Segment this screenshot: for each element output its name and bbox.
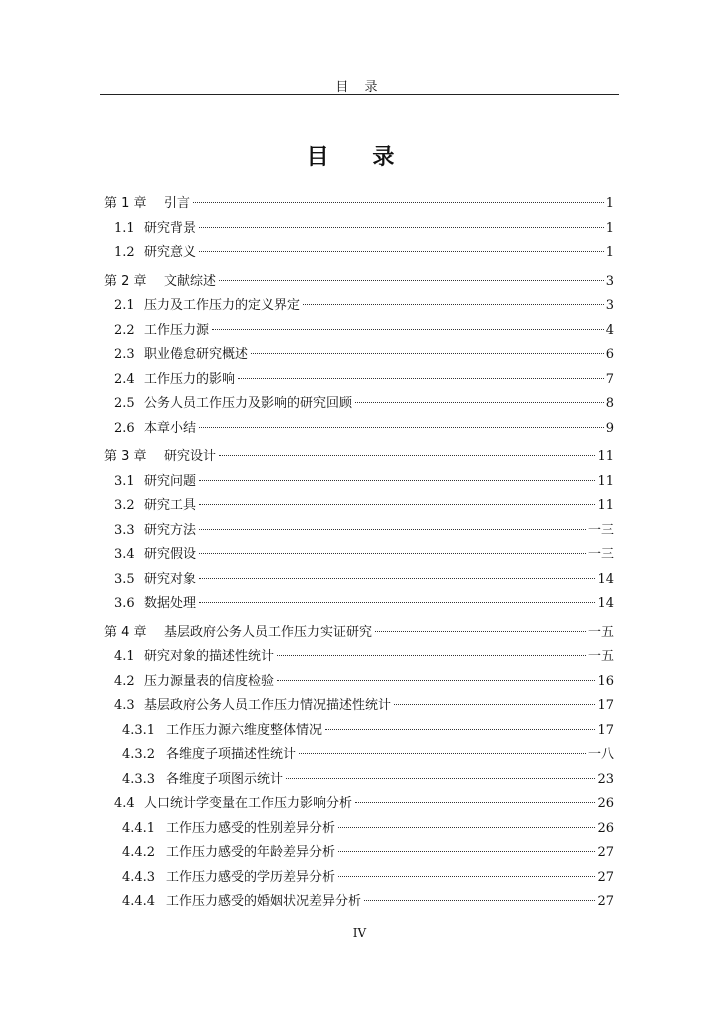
toc-dot-leader bbox=[299, 753, 586, 754]
toc-subsection-entry[interactable] bbox=[100, 890, 614, 914]
toc-entry-page: 3 bbox=[605, 273, 614, 289]
toc-entry-page: 14 bbox=[597, 571, 614, 587]
toc-chapter-entry[interactable] bbox=[100, 270, 614, 294]
toc-dot-leader bbox=[286, 778, 595, 779]
toc-dot-leader bbox=[375, 631, 586, 632]
toc-entry-title: 研究问题 bbox=[144, 473, 197, 489]
toc-section-entry[interactable] bbox=[100, 519, 614, 543]
toc-entry-title: 工作压力源 bbox=[144, 322, 210, 338]
toc-dot-leader bbox=[325, 729, 595, 730]
toc-subsection-entry[interactable] bbox=[100, 768, 614, 792]
toc-entry-title: 工作压力感受的年龄差异分析 bbox=[166, 845, 336, 860]
toc-entry-number: 2.4 bbox=[114, 371, 135, 387]
toc-entry-title: 研究设计 bbox=[164, 449, 217, 464]
toc-entry-title: 人口统计学变量在工作压力影响分析 bbox=[144, 796, 353, 811]
toc-entry-page: 17 bbox=[597, 698, 614, 713]
toc-entry-title: 本章小结 bbox=[144, 420, 197, 436]
toc-entry-page: 6 bbox=[605, 347, 614, 362]
toc-entry-number: 2.5 bbox=[114, 396, 135, 411]
toc-entry-title: 工作压力感受的学历差异分析 bbox=[166, 869, 336, 885]
toc-entry-number: 第 2 章 bbox=[104, 273, 147, 289]
toc-entry-number: 3.1 bbox=[114, 473, 135, 489]
toc-section-entry[interactable] bbox=[100, 568, 614, 592]
toc-dot-leader bbox=[355, 802, 595, 803]
toc-dot-leader bbox=[199, 227, 604, 228]
toc-dot-leader bbox=[251, 353, 604, 354]
toc-dot-leader bbox=[338, 876, 595, 877]
toc-dot-leader bbox=[277, 655, 586, 656]
toc-dot-leader bbox=[355, 402, 604, 403]
toc-subsection-entry[interactable] bbox=[100, 866, 614, 890]
toc-entry-number: 4.3.2 bbox=[122, 747, 156, 762]
toc-entry-title: 研究工具 bbox=[144, 498, 197, 513]
toc-entry-number: 3.4 bbox=[114, 547, 135, 562]
toc-entry-number: 第 4 章 bbox=[104, 624, 147, 640]
toc-entry-number: 3.3 bbox=[114, 522, 135, 538]
toc-entry-title: 各维度子项描述性统计 bbox=[166, 747, 297, 762]
toc-entry-page: 11 bbox=[597, 498, 614, 513]
toc-dot-leader bbox=[199, 553, 586, 554]
toc-entry-page: 26 bbox=[597, 820, 614, 836]
toc-entry-page: 一八 bbox=[587, 747, 614, 762]
toc-entry-page: 14 bbox=[597, 596, 614, 611]
toc-entry-number: 4.4.1 bbox=[122, 820, 156, 836]
toc-subsection-entry[interactable] bbox=[100, 743, 614, 767]
toc-dot-leader bbox=[199, 602, 595, 603]
toc-entry-number: 4.3.1 bbox=[122, 722, 156, 738]
toc-subsection-entry[interactable] bbox=[100, 817, 614, 841]
toc-dot-leader bbox=[199, 427, 604, 428]
toc-entry-title: 公务人员工作压力及影响的研究回顾 bbox=[144, 396, 353, 411]
toc-section-entry[interactable] bbox=[100, 392, 614, 416]
toc-entry-title: 工作压力的影响 bbox=[144, 371, 236, 387]
toc-entry-number: 第 3 章 bbox=[104, 449, 147, 464]
toc-entry-page: 7 bbox=[605, 371, 614, 387]
page-number: IV bbox=[352, 926, 367, 940]
toc-entry-page: 一三 bbox=[587, 522, 614, 538]
toc-entry-page: 8 bbox=[605, 396, 614, 411]
toc-entry-title: 引言 bbox=[164, 196, 191, 211]
toc-section-entry[interactable] bbox=[100, 217, 614, 241]
toc-entry-number: 3.6 bbox=[114, 596, 135, 611]
toc-dot-leader bbox=[303, 304, 604, 305]
toc-section-entry[interactable] bbox=[100, 592, 614, 616]
toc-section-entry[interactable] bbox=[100, 670, 614, 694]
toc-chapter-entry[interactable] bbox=[100, 445, 614, 469]
toc-chapter-entry[interactable] bbox=[100, 192, 614, 216]
toc-entry-title: 基层政府公务人员工作压力情况描述性统计 bbox=[144, 698, 392, 713]
toc-entry-page: 17 bbox=[597, 722, 614, 738]
toc-entry-number: 1.1 bbox=[114, 220, 135, 236]
toc-entry-page: 一三 bbox=[587, 547, 614, 562]
toc-subsection-entry[interactable] bbox=[100, 719, 614, 743]
toc-section-entry[interactable] bbox=[100, 368, 614, 392]
toc-section-entry[interactable] bbox=[100, 470, 614, 494]
toc-entry-title: 研究假设 bbox=[144, 547, 197, 562]
toc-entry-title: 各维度子项图示统计 bbox=[166, 771, 284, 787]
toc-entry-title: 数据处理 bbox=[144, 596, 197, 611]
toc-entry-number: 2.2 bbox=[114, 322, 135, 338]
toc-dot-leader bbox=[199, 529, 586, 530]
toc-dot-leader bbox=[199, 480, 595, 481]
toc-dot-leader bbox=[277, 680, 595, 681]
toc-entry-page: 11 bbox=[597, 449, 614, 464]
toc-dot-leader bbox=[219, 280, 604, 281]
toc-entry-number: 2.6 bbox=[114, 420, 135, 436]
toc-subsection-entry[interactable] bbox=[100, 841, 614, 865]
toc-entry-title: 研究方法 bbox=[144, 522, 197, 538]
toc-entry-number: 4.4.3 bbox=[122, 869, 156, 885]
toc-section-entry[interactable] bbox=[100, 792, 614, 816]
toc-entry-page: 26 bbox=[597, 796, 614, 811]
toc-section-entry[interactable] bbox=[100, 417, 614, 441]
toc-entry-page: 27 bbox=[597, 869, 614, 885]
toc-dot-leader bbox=[212, 329, 604, 330]
toc-entry-page: 1 bbox=[605, 220, 614, 236]
toc-entry-page: 9 bbox=[605, 420, 614, 436]
toc-entry-page: 23 bbox=[597, 771, 614, 787]
toc-section-entry[interactable] bbox=[100, 543, 614, 567]
toc-section-entry[interactable] bbox=[100, 241, 614, 265]
toc-entry-page: 16 bbox=[597, 673, 614, 689]
toc-entry-number: 4.3 bbox=[114, 698, 135, 713]
toc-entry-title: 基层政府公务人员工作压力实证研究 bbox=[164, 624, 373, 640]
toc-dot-leader bbox=[364, 900, 595, 901]
page-title: 目 录 bbox=[306, 145, 413, 170]
toc-entry-number: 3.5 bbox=[114, 571, 135, 587]
toc-entry-number: 4.4.4 bbox=[122, 894, 156, 909]
toc-entry-number: 4.2 bbox=[114, 673, 135, 689]
toc-chapter-entry[interactable] bbox=[100, 621, 614, 645]
toc-section-entry[interactable] bbox=[100, 319, 614, 343]
toc-dot-leader bbox=[193, 202, 604, 203]
toc-dot-leader bbox=[338, 851, 595, 852]
toc-entry-title: 压力及工作压力的定义界定 bbox=[144, 298, 301, 313]
toc-entry-number: 4.1 bbox=[114, 649, 135, 664]
toc-entry-page: 27 bbox=[597, 845, 614, 860]
toc-dot-leader bbox=[199, 504, 595, 505]
toc-section-entry[interactable] bbox=[100, 343, 614, 367]
toc-entry-number: 3.2 bbox=[114, 498, 135, 513]
toc-entry-title: 工作压力感受的性别差异分析 bbox=[166, 820, 336, 836]
toc-entry-page: 1 bbox=[605, 196, 614, 211]
toc-entry-number: 4.4 bbox=[114, 796, 135, 811]
toc-entry-page: 11 bbox=[597, 473, 614, 489]
toc-entry-title: 文献综述 bbox=[164, 273, 217, 289]
toc-dot-leader bbox=[199, 251, 604, 252]
header-rule bbox=[100, 94, 619, 95]
toc-dot-leader bbox=[238, 378, 604, 379]
toc-entry-page: 一五 bbox=[587, 624, 614, 640]
running-header: 目 录 bbox=[335, 80, 384, 95]
toc-entry-title: 工作压力感受的婚姻状况差异分析 bbox=[166, 894, 362, 909]
toc-entry-title: 研究意义 bbox=[144, 245, 197, 260]
toc-entry-number: 第 1 章 bbox=[104, 196, 147, 211]
toc-entry-title: 工作压力源六维度整体情况 bbox=[166, 722, 323, 738]
toc-section-entry[interactable] bbox=[100, 294, 614, 318]
toc-entry-title: 压力源量表的信度检验 bbox=[144, 673, 275, 689]
toc-dot-leader bbox=[394, 704, 595, 705]
toc-entry-page: 一五 bbox=[587, 649, 614, 664]
toc-entry-page: 3 bbox=[605, 298, 614, 313]
toc-entry-title: 研究对象 bbox=[144, 571, 197, 587]
toc-entry-number: 2.1 bbox=[114, 298, 135, 313]
toc-entry-number: 4.4.2 bbox=[122, 845, 156, 860]
toc-dot-leader bbox=[219, 455, 595, 456]
toc-section-entry[interactable] bbox=[100, 494, 614, 518]
toc-section-entry[interactable] bbox=[100, 694, 614, 718]
toc-entry-page: 4 bbox=[605, 322, 614, 338]
toc-entry-title: 职业倦怠研究概述 bbox=[144, 347, 249, 362]
toc-dot-leader bbox=[199, 578, 595, 579]
toc-entry-title: 研究背景 bbox=[144, 220, 197, 236]
toc-dot-leader bbox=[338, 827, 595, 828]
toc-entry-number: 2.3 bbox=[114, 347, 135, 362]
toc-entry-number: 1.2 bbox=[114, 245, 135, 260]
toc-section-entry[interactable] bbox=[100, 645, 614, 669]
toc-entry-page: 1 bbox=[605, 245, 614, 260]
toc-entry-page: 27 bbox=[597, 894, 614, 909]
toc-entry-title: 研究对象的描述性统计 bbox=[144, 649, 275, 664]
toc-entry-number: 4.3.3 bbox=[122, 771, 156, 787]
